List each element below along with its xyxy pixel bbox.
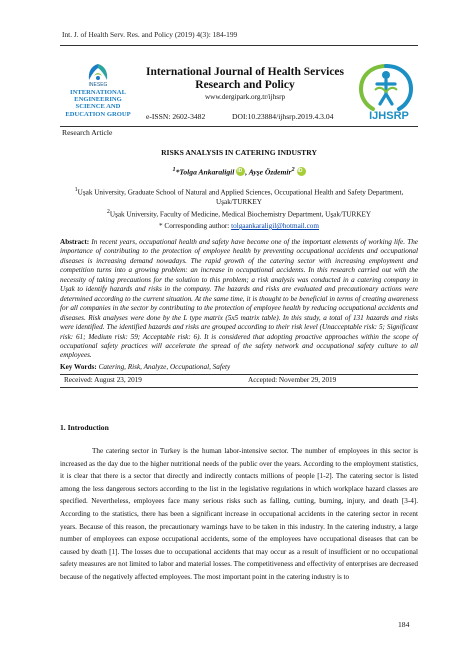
affiliation-1 [60,186,418,207]
ijhsrp-wordmark: IJHSRP [369,110,409,122]
running-head: Int. J. of Health Serv. Res. and Policy (2019) 4(3): 184-199 [62,30,238,39]
journal-url[interactable]: www.dergipark.org.tr/ijhsrp [204,93,286,101]
corresponding-email-link[interactable]: tolgaankaraligil@hotmail.com [231,222,319,230]
author-list [60,166,418,177]
ineseg-org-line: EDUCATION GROUP [65,110,131,118]
ineseg-org-line: SCIENCE AND [75,103,121,111]
dates-rule [60,387,418,388]
journal-issn: e-ISSN: 2602-3482 [146,112,206,121]
header-rule-top [60,45,418,46]
paper-title: RISKS ANALYSIS IN CATERING INDUSTRY [161,148,317,157]
page-number: 184 [398,620,410,629]
article-doi[interactable]: DOI:10.23884/ijhsrp.2019.4.3.04 [232,112,334,121]
received-date: Received: August 23, 2019 [64,376,142,384]
orcid-icon[interactable] [236,167,245,176]
orcid-icon[interactable] [297,167,306,176]
article-type: Research Article [62,128,113,137]
header-rule-bottom [60,126,418,127]
keywords-rule [60,374,418,375]
author-name: Ayşe Özdemir [248,167,292,177]
ineseg-logo-icon [83,62,113,84]
abstract [60,238,418,361]
corresponding-author [60,222,418,231]
affiliation-mark: 2 [106,209,110,215]
ineseg-organization-name [62,89,134,118]
affiliation-text: Uşak University, Graduate School of Natural and Applied Sciences, Occupational Health and Safety Department, Uşak/TURKEY [77,188,404,206]
author-separator: , [245,167,249,177]
ineseg-org-line: ENGINEERING [74,96,122,104]
ineseg-org-line: INTERNATIONAL [70,89,126,96]
introduction-body [60,445,418,584]
accepted-date: Accepted: November 29, 2019 [248,376,337,384]
affiliation-mark: 1 [74,187,78,193]
affiliation-text: Uşak University, Faculty of Medicine, Medical Biochemistry Department, Uşak/TURKEY [109,210,372,219]
abstract-text: In recent years, occupational health and safety have become one of the important elements of working life. The importance of contributing to the protection of employee health by preventing occupational accidents and occupational diseases is increasing demand nowadays. The rapid growth of the catering sector with increasing employment and competition turns into a growing problem: an increase in occupational accidents. In this research carried out with the necessity of taking precautions for the solution to this problem; a risk analysis was conducted in a catering company in Uşak to identify hazards and risks in the company. The hazards and risks are evaluated and precautionary actions were determined according to the current situation. At the same time, it is thought to be beneficial in terms of creating awareness for all companies in the sector by contributing to the protection of employee health by reducing occupational accidents and diseases. Risk analyses were done by the L type matrix (5x5 matrix table). In this study, a total of 131 hazards and risks were identified. The identified hazards and risks are grouped according to their risk level (Unacceptable risk: 5; Significant risk: 61; Medium risk: 59; Acceptable risk: 6). It is considered that adopting proactive approaches within the scope of occupational safety practices will accelerate the spread of the safety network and occupational safety culture to all employees. [60,238,418,360]
author-mark: 1 [172,166,176,173]
introduction-heading: 1. Introduction [60,423,109,432]
keywords-text: Catering, Risk, Analyze, Occupational, Safety [98,363,231,371]
author-name-text: Tolga Ankaraligil [179,167,235,177]
journal-title: International Journal of Health Services Research and Policy [145,66,345,91]
author-mark: 2 [291,166,295,173]
keywords [60,363,230,371]
corresponding-label: * Corresponding author: [159,222,232,230]
ineseg-logo-block [62,62,134,118]
abstract-label: Abstract: [60,238,92,246]
ineseg-wordmark: INESEG [88,82,108,88]
keywords-label: Key Words: [60,363,99,371]
author-name: *Tolga Ankaraligil [175,167,235,177]
introduction-text: The catering sector in Turkey is the human labor-intensive sector. The number of employees in this sector is increased as the day due to the higher nutritional needs of the public over the years. According to the employment statistics, it is clear that there is a sector that directly and indirectly contacts millions of people [1-2]. The catering sector is listed among the less dangerous sectors according to the list in the legislative regulations in which workplace hazard classes are specified. Nevertheless, employees face many serious risks such as falling, cutting, burning, injury, and death [3-4]. According to the statistics, there has been a significant increase in occupational accidents in the catering sector in recent years. Because of this reason, the precautionary warnings have to be taken in this industry. In the catering industry, a large number of employees can expose occupational accidents, some of the employees have occupational diseases that can be caused by death [1]. The losses due to occupational accidents that may occur as a result of insufficient or no occupational safety measures are not limited to labor and material losses. The competitiveness and effectivity of enterprises are decreased because of the negatively affected employees. The most important point in the catering industry is to [60,447,418,581]
affiliation-2 [60,208,418,220]
